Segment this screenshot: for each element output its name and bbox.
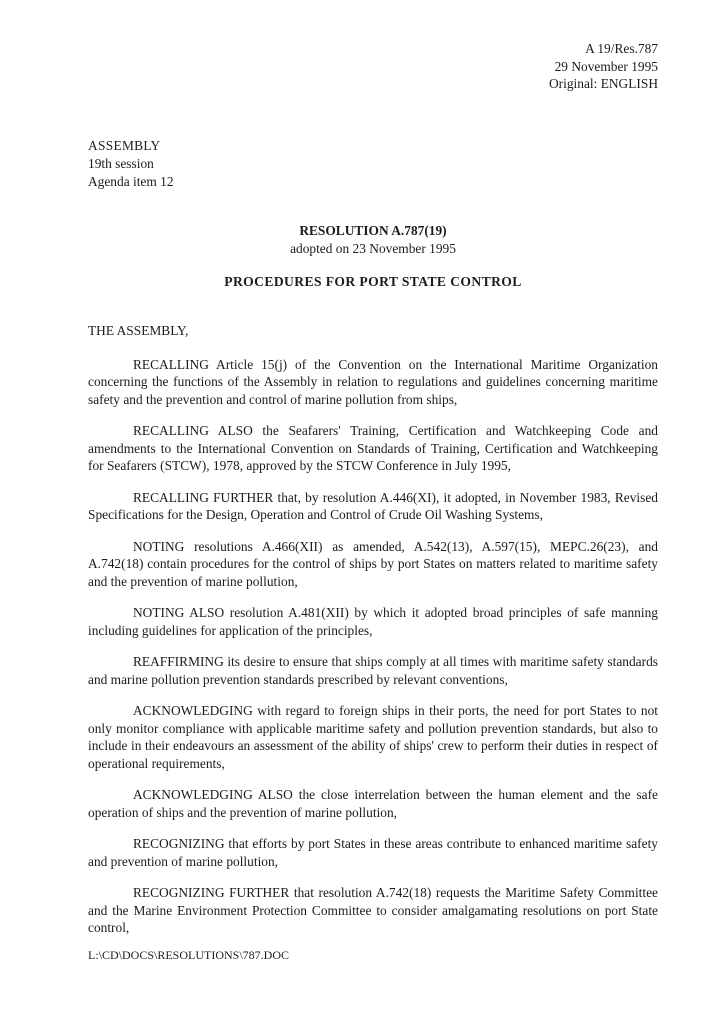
doc-reference: A 19/Res.787 [585,41,658,56]
agenda-item: Agenda item 12 [88,173,174,189]
adoption-line: adopted on 23 November 1995 [290,240,456,256]
paragraph-noting-also: NOTING ALSO resolution A.481(XII) by which it adopted broad principles of safe manning including guidelines for application of the principles, [88,605,658,638]
paragraph-recognizing: RECOGNIZING that efforts by port States in these areas contribute to enhanced maritime safety and prevention of marine pollution, [88,836,658,869]
document-header [88,40,658,93]
paragraph-recognizing-further: RECOGNIZING FURTHER that resolution A.742(18) requests the Maritime Safety Committee and the Marine Environment Protection Committee to consider amalgamating resolutions on port State control, [88,885,658,935]
title-block [88,222,658,258]
resolution-title: RESOLUTION A.787(19) [299,222,447,238]
doc-language: Original: ENGLISH [549,76,658,91]
session-number: 19th session [88,155,154,171]
subject-title: PROCEDURES FOR PORT STATE CONTROL [224,273,522,289]
doc-date: 29 November 1995 [554,58,658,74]
paragraph-recalling-also: RECALLING ALSO the Seafarers' Training, Certification and Watchkeeping Code and amendments to the International Convention on Standards of Training, Certification and Watchkeeping for Seafarers (STCW), 1978, approved by the STCW Conference in July 1995, [88,423,658,473]
assembly-heading: ASSEMBLY [88,137,161,153]
salutation: THE ASSEMBLY, [88,322,189,338]
paragraph-acknowledging-also: ACKNOWLEDGING ALSO the close interrelation between the human element and the safe operation of ships and the prevention of marine pollution, [88,787,658,820]
preamble-paragraphs [88,356,658,937]
paragraph-reaffirming: REAFFIRMING its desire to ensure that ships comply at all times with maritime safety standards and marine pollution prevention standards prescribed by relevant conventions, [88,654,658,687]
paragraph-acknowledging: ACKNOWLEDGING with regard to foreign ships in their ports, the need for port States to not only monitor compliance with applicable maritime safety and pollution prevention standards, but also to include in their endeavours an assessment of the ability of ships' crew to perform their duties in respect of operational requirements, [88,703,658,771]
session-block [88,137,658,191]
paragraph-recalling-further: RECALLING FURTHER that, by resolution A.446(XI), it adopted, in November 1983, Revised Specifications for the Design, Operation and Control of Crude Oil Washing Systems, [88,489,658,522]
footer-file-path: L:\CD\DOCS\RESOLUTIONS\787.DOC [88,948,290,962]
paragraph-recalling: RECALLING Article 15(j) of the Convention on the International Maritime Organization concerning the functions of the Assembly in relation to regulations and guidelines concerning maritime safety and the prevention and control of marine pollution from ships, [88,356,658,407]
paragraph-noting: NOTING resolutions A.466(XII) as amended, A.542(13), A.597(15), MEPC.26(23), and A.742(18) contain procedures for the control of ships by port States on matters related to maritime safety and the prevention of marine pollution, [88,538,658,589]
